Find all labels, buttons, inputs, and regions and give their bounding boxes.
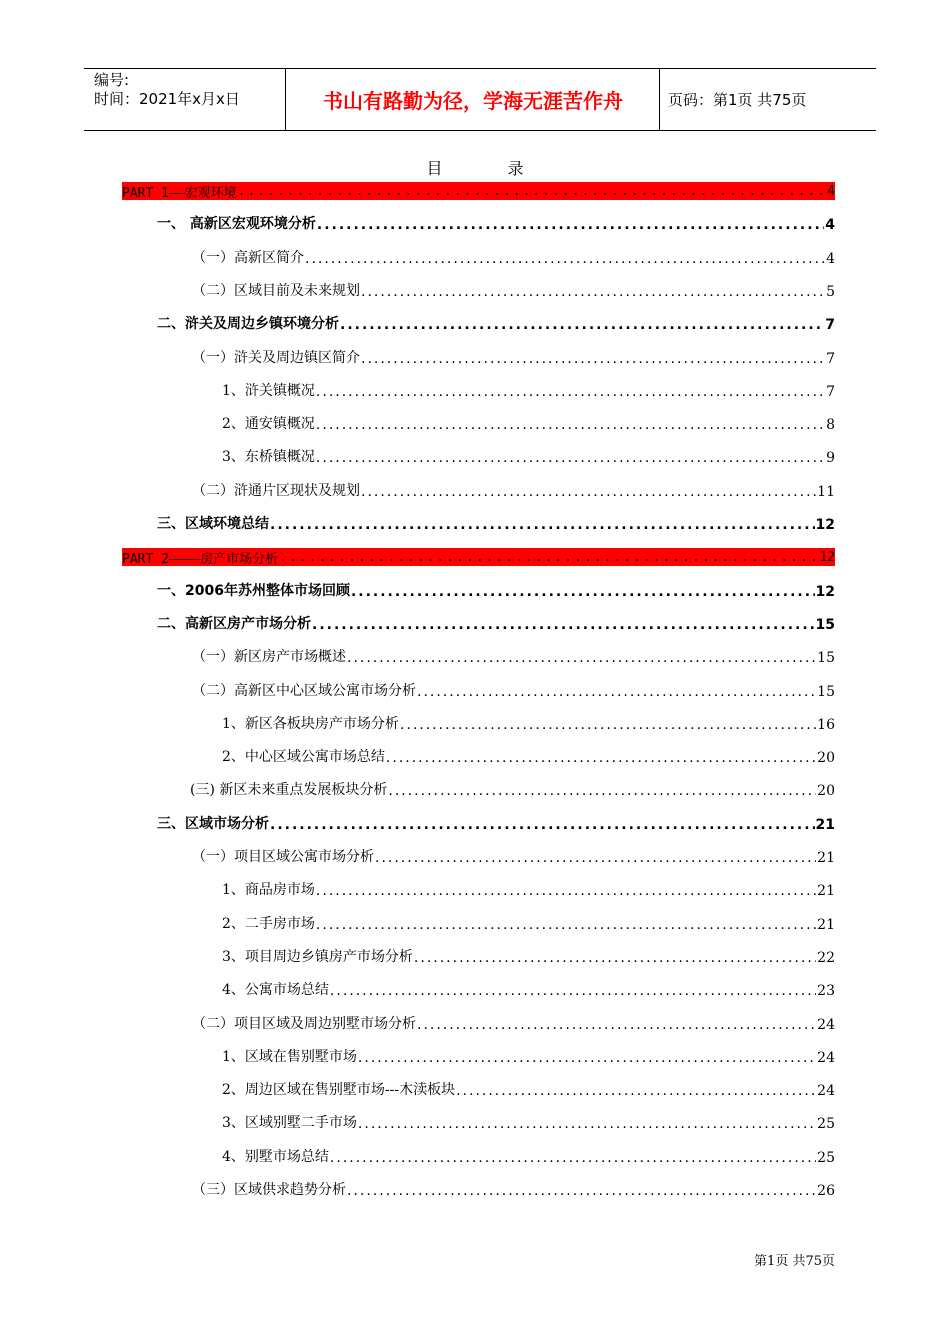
toc-entry-page-number: 8 — [826, 417, 835, 434]
toc-entry-page-number: 23 — [817, 983, 835, 1000]
toc-dot-leader — [414, 950, 816, 966]
toc-entry[interactable] — [222, 977, 835, 999]
toc-entry-title: PART 1——宏观环境 — [122, 185, 237, 201]
toc-entry-title: 3、东桥镇概况 — [222, 449, 315, 466]
toc-entry-title: 3、区域别墅二手市场 — [222, 1115, 357, 1132]
toc-dot-leader — [316, 883, 816, 899]
toc-entry[interactable] — [222, 711, 835, 733]
page-footer: 第1页 共75页 — [754, 1254, 835, 1269]
toc-entry[interactable] — [192, 1177, 835, 1199]
toc-entry-title: 1、区域在售别墅市场 — [222, 1048, 357, 1065]
toc-entry[interactable] — [222, 444, 835, 466]
toc-entry[interactable] — [192, 644, 835, 666]
toc-entry[interactable] — [192, 278, 835, 300]
toc-dot-leader — [361, 484, 816, 500]
header-page-info: 页码：第1页 共75页 — [668, 91, 807, 109]
toc-entry-title: （一）新区房产市场概述 — [192, 649, 346, 666]
toc-entry-title: （三）区域供求趋势分析 — [192, 1182, 346, 1198]
toc-entry[interactable] — [192, 678, 835, 700]
toc-entry-title: （一）高新区简介 — [192, 249, 304, 266]
toc-entry[interactable] — [222, 411, 835, 433]
toc-dot-leader — [316, 384, 825, 400]
header-time-label: 时间：2021年x月x日 — [94, 90, 240, 108]
toc-entry-title: 1、浒关镇概况 — [222, 382, 315, 399]
toc-entry-title: 2、二手房市场 — [222, 915, 315, 932]
toc-entry[interactable] — [222, 378, 835, 400]
toc-entry-page-number: 24 — [817, 1049, 835, 1066]
toc-entry[interactable] — [222, 1144, 835, 1166]
toc-entry-page-number: 25 — [817, 1116, 835, 1133]
toc-entry-title: 3、项目周边乡镇房产市场分析 — [222, 948, 413, 965]
toc-entry[interactable] — [157, 611, 835, 633]
toc-entry-page-number: 21 — [815, 816, 835, 833]
toc-entry-title: (三) 新区未来重点发展板块分析 — [190, 782, 388, 799]
toc-dot-leader — [417, 684, 816, 700]
toc-entry-page-number: 16 — [817, 716, 835, 733]
toc-entry-title: 2、中心区域公寓市场总结 — [222, 749, 385, 766]
toc-entry[interactable] — [157, 811, 835, 833]
toc-entry-title: （一）项目区域公寓市场分析 — [192, 849, 374, 865]
toc-entry[interactable] — [157, 311, 835, 333]
toc-entry-page-number: 21 — [817, 916, 835, 933]
toc-entry-page-number: 24 — [817, 1083, 835, 1100]
toc-dot-leader — [386, 750, 816, 766]
toc-entry-title: 二、高新区房产市场分析 — [157, 615, 311, 632]
toc-dot-leader — [330, 1150, 816, 1166]
toc-entry-title: （一）浒关及周边镇区简介 — [192, 349, 360, 366]
toc-dot-leader — [330, 983, 816, 999]
toc-entry-page-number: 15 — [815, 616, 835, 633]
toc-entry[interactable] — [192, 478, 835, 500]
toc-entry-title: 一、2006年苏州整体市场回顾 — [157, 582, 350, 599]
toc-entry-title: 4、公寓市场总结 — [222, 982, 329, 999]
toc-dot-leader — [312, 617, 815, 633]
toc-dot-leader — [317, 217, 824, 233]
toc-entry[interactable] — [222, 911, 835, 933]
toc-entry-page-number: 4 — [825, 217, 835, 234]
toc-dot-leader — [316, 417, 825, 433]
toc-entry-page-number: 4 — [827, 183, 835, 199]
toc-entry-page-number: 21 — [817, 883, 835, 900]
toc-dot-leader — [400, 717, 816, 733]
toc-entry-page-number: 20 — [817, 750, 835, 767]
toc-entry-page-number: 7 — [825, 317, 835, 334]
toc-dot-leader — [316, 917, 816, 933]
toc-entry-page-number: 15 — [817, 650, 835, 667]
toc-dot-leader — [417, 1017, 816, 1033]
toc-title: 目 录 — [426, 159, 554, 178]
toc-entry[interactable] — [222, 877, 835, 899]
toc-dot-leader — [347, 650, 816, 666]
toc-dot-leader — [388, 783, 816, 799]
toc-entry-title: 2、周边区域在售别墅市场---木渎板块 — [222, 1082, 456, 1099]
toc-entry[interactable] — [122, 548, 835, 566]
toc-entry-page-number: 12 — [815, 517, 835, 533]
toc-entry-title: （二）项目区域及周边别墅市场分析 — [192, 1015, 416, 1032]
toc-entry-page-number: 25 — [817, 1149, 835, 1166]
toc-entry-title: 1、新区各板块房产市场分析 — [222, 715, 399, 732]
toc-entry-page-number: 9 — [826, 450, 835, 467]
toc-entry[interactable] — [192, 245, 835, 267]
toc-entry-page-number: 24 — [817, 1016, 835, 1033]
toc-entry-page-number: 7 — [826, 383, 835, 400]
toc-entry-title: （二）高新区中心区域公寓市场分析 — [192, 682, 416, 699]
toc-entry-page-number: 12 — [819, 549, 835, 565]
toc-dot-leader — [375, 850, 816, 866]
toc-entry-page-number: 12 — [815, 583, 835, 600]
toc-entry-title: 二、浒关及周边乡镇环境分析 — [157, 316, 339, 333]
toc-dot-leader — [340, 317, 824, 333]
toc-entry-page-number: 11 — [817, 483, 835, 500]
toc-dot-leader — [351, 584, 815, 600]
toc-entry-title: 三、区域市场分析 — [157, 815, 269, 832]
toc-entry-title: PART 2————房产市场分析 — [122, 551, 279, 567]
toc-entry[interactable] — [222, 944, 835, 966]
toc-dot-leader — [361, 351, 825, 367]
toc-entry-title: （二）区域目前及未来规划 — [192, 282, 360, 299]
toc-entry-page-number: 5 — [826, 283, 835, 300]
toc-entry-page-number: 20 — [817, 783, 835, 800]
toc-entry-title: 一、 高新区宏观环境分析 — [157, 216, 316, 233]
toc-dot-leader — [456, 1083, 816, 1099]
toc-dot-leader — [358, 1116, 816, 1132]
toc-dot-leader — [358, 1050, 816, 1066]
toc-dot-leader — [347, 1183, 816, 1199]
toc-entry[interactable] — [222, 1044, 835, 1066]
toc-entry[interactable] — [222, 1110, 835, 1132]
toc-entry-page-number: 7 — [826, 350, 835, 367]
toc-entry[interactable] — [192, 844, 835, 866]
toc-entry[interactable] — [192, 1011, 835, 1033]
toc-entry-title: 2、通安镇概况 — [222, 416, 315, 433]
toc-entry[interactable] — [222, 744, 835, 766]
toc-entry[interactable] — [157, 511, 835, 533]
toc-entry[interactable] — [192, 345, 835, 367]
toc-entry-page-number: 26 — [817, 1183, 835, 1199]
toc-entry-page-number: 4 — [826, 250, 835, 267]
toc-dot-leader — [279, 550, 818, 565]
toc-entry-page-number: 22 — [817, 949, 835, 966]
toc-entry[interactable] — [122, 182, 835, 200]
toc-dot-leader — [361, 284, 825, 300]
header-number-label: 编号: — [94, 71, 130, 89]
toc-dot-leader — [238, 184, 827, 199]
toc-entry[interactable] — [190, 777, 835, 799]
toc-entry-page-number: 15 — [817, 683, 835, 700]
toc-entry[interactable] — [222, 1077, 835, 1099]
toc-dot-leader — [270, 817, 815, 833]
toc-entry[interactable] — [157, 211, 835, 233]
toc-entry-title: 三、区域环境总结 — [157, 516, 269, 532]
toc-entry-title: （二）浒通片区现状及规划 — [192, 482, 360, 499]
toc-entry[interactable] — [157, 578, 835, 600]
toc-entry-page-number: 21 — [817, 850, 835, 866]
header-motto: 书山有路勤为径，学海无涯苦作舟 — [323, 89, 623, 113]
toc-dot-leader — [305, 251, 825, 267]
toc-entry-title: 4、别墅市场总结 — [222, 1148, 329, 1165]
toc-dot-leader — [270, 517, 815, 533]
toc-entry-title: 1、商品房市场 — [222, 882, 315, 899]
toc-dot-leader — [316, 450, 825, 466]
